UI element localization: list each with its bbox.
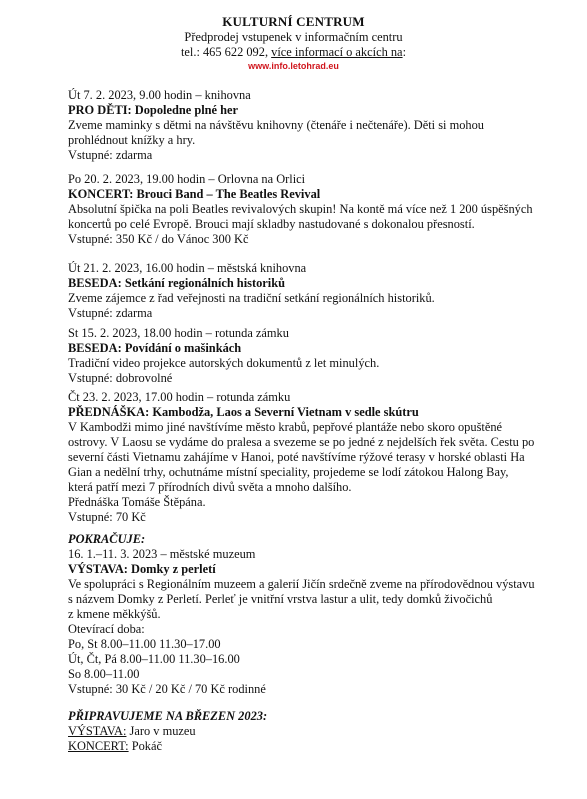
event-title: Setkání regionálních historiků [121, 276, 286, 290]
event-desc-line: ostrovy. V Laosu se vydáme do pralesa a svezeme se po jedné z nejdelších řek světa. Cestu po [68, 435, 535, 449]
event-desc-line: z kmene měkkýšů. [68, 607, 161, 621]
event-title: Kambodža, Laos a Severní Vietnam v sedle skútru [149, 405, 419, 419]
event-item [68, 326, 568, 386]
event-entry: Vstupné: 350 Kč / do Vánoc 300 Kč [68, 232, 249, 246]
event-desc-line: koncertů po celé Evropě. Brouci mají skladby nastudované s dokonalou přesností. [68, 217, 475, 231]
event-desc-line: Zveme zájemce z řad veřejnosti na tradiční setkání regionálních historiků. [68, 291, 435, 305]
event-title: Domky z perletí [127, 562, 216, 576]
planned-item-label: VÝSTAVA: [68, 724, 127, 738]
event-category: BESEDA: [68, 276, 122, 290]
event-when: Čt 23. 2. 2023, 17.00 hodin – rotunda zámku [68, 390, 291, 404]
planned-item [68, 739, 568, 754]
event-item [68, 390, 568, 525]
event-title: Povídání o mašinkách [121, 341, 242, 355]
continuing-section [68, 532, 568, 697]
planned-heading: PŘIPRAVUJEME NA BŘEZEN 2023: [68, 709, 268, 723]
event-when: St 15. 2. 2023, 18.00 hodin – rotunda zámku [68, 326, 289, 340]
event-category: PŘEDNÁŠKA: [68, 405, 150, 419]
event-title: Brouci Band – The Beatles Revival [133, 187, 321, 201]
event-category: PRO DĚTI: [68, 103, 132, 117]
event-item [68, 261, 568, 321]
continuing-heading: POKRAČUJE: [68, 532, 146, 546]
event-when: 16. 1.–11. 3. 2023 – městské muzeum [68, 547, 256, 561]
event-desc-line: Zveme maminky s dětmi na návštěvu knihovny (čtenáře i nečtenáře). Děti si mohou [68, 118, 484, 132]
contact-line [0, 45, 587, 60]
planned-item [68, 724, 568, 739]
event-entry: Vstupné: 70 Kč [68, 510, 146, 524]
colon: : [402, 45, 407, 59]
hours-line: So 8.00–11.00 [68, 667, 140, 681]
event-desc-line: Přednáška Tomáše Štěpána. [68, 495, 206, 509]
event-when: Po 20. 2. 2023, 19.00 hodin – Orlovna na Orlici [68, 172, 306, 186]
more-info-text: více informací o akcích na [271, 45, 403, 59]
event-entry: Vstupné: zdarma [68, 306, 153, 320]
page-title: KULTURNÍ CENTRUM [222, 14, 365, 29]
planned-item-text: Jaro v muzeu [126, 724, 196, 738]
hours-label: Otevírací doba: [68, 622, 145, 636]
hours-line: Út, Čt, Pá 8.00–11.00 11.30–16.00 [68, 652, 240, 666]
event-when: Út 21. 2. 2023, 16.00 hodin – městská knihovna [68, 261, 307, 275]
event-category: VÝSTAVA: [68, 562, 128, 576]
website-link[interactable]: www.info.letohrad.eu [248, 61, 339, 71]
event-desc-line: Ve spolupráci s Regionálním muzeem a galerií Jičín srdečně zveme na přírodovědnou výstavu [68, 577, 535, 591]
event-entry: Vstupné: 30 Kč / 20 Kč / 70 Kč rodinné [68, 682, 266, 696]
event-desc-line: Gian a nedělní trhy, ochutnáme místní speciality, projedeme se lodí zátokou Halong Bay, [68, 465, 509, 479]
hours-line: Po, St 8.00–11.00 11.30–17.00 [68, 637, 221, 651]
event-desc-line: V Kambodži mimo jiné navštívíme město krabů, pepřové plantáže nebo skoro opuštěné [68, 420, 503, 434]
event-title: Dopoledne plné her [131, 103, 239, 117]
event-desc-line: Absolutní špička na poli Beatles revivalových skupin! Na kontě má více než 1 200 úspěšných [68, 202, 533, 216]
planned-item-text: Pokáč [128, 739, 162, 753]
event-desc-line: prohlédnout knížky a hry. [68, 133, 196, 147]
event-entry: Vstupné: zdarma [68, 148, 153, 162]
event-category: KONCERT: [68, 187, 134, 201]
event-desc-line: s názvem Domky z Perletí. Perleť je vnitřní vrstva lastur a ulit, tedy domků živočichů [68, 592, 493, 606]
planned-section [68, 709, 568, 754]
event-desc-line: Tradiční video projekce autorských dokumentů z let minulých. [68, 356, 380, 370]
event-item [68, 172, 568, 247]
event-desc-line: která patří mezi 7 přírodních divů světa a mnoho dalšího. [68, 480, 352, 494]
subtitle: Předprodej vstupenek v informačním centru [184, 30, 403, 44]
header [0, 14, 587, 72]
event-desc-line: severní části Vietnamu zahájíme v Hanoi, poté navštívíme rýžové terasy v horské oblasti Ha [68, 450, 525, 464]
event-item [68, 88, 568, 163]
event-entry: Vstupné: dobrovolné [68, 371, 173, 385]
event-category: BESEDA: [68, 341, 122, 355]
planned-item-label: KONCERT: [68, 739, 129, 753]
event-when: Út 7. 2. 2023, 9.00 hodin – knihovna [68, 88, 251, 102]
phone: tel.: 465 622 092, [180, 45, 272, 59]
